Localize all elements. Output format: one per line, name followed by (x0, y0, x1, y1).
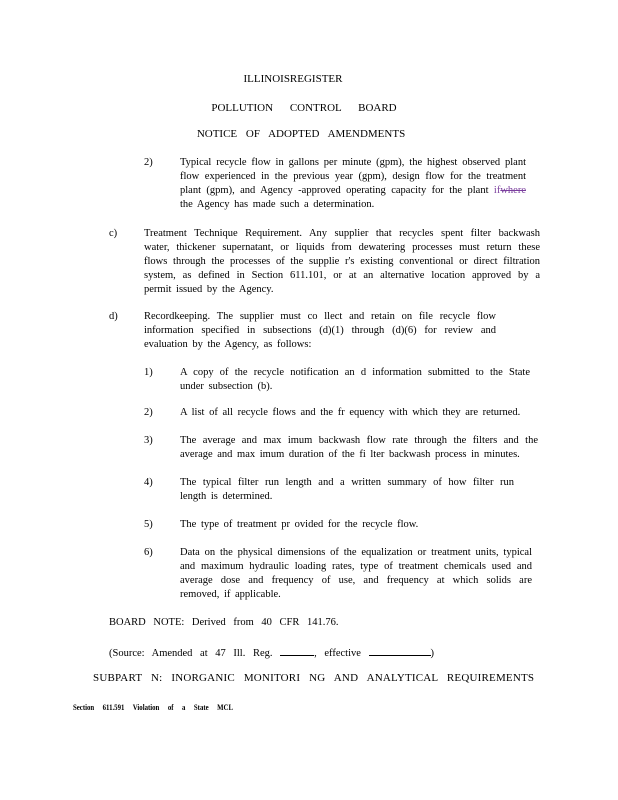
sub-item-1-label: 1) (144, 367, 153, 378)
item-d-text: Recordkeeping. The supplier must co llect and retain on file recycle flow information specified in subsections (d)(1) through (d)(6) for review and evaluation by the Agency, as follows: (144, 311, 496, 350)
item-c-label: c) (109, 228, 118, 239)
board-note: BOARD NOTE: Derived from 40 CFR 141.76. (109, 617, 339, 628)
item-2-label: 2) (144, 157, 153, 168)
sub-item-3-text: The average and max imum backwash flow rate through the filters and the average and max imum duration of the fi lter backwash process in minutes. (180, 435, 538, 460)
sub-item-4-text: The typical filter run length and a written summary of how filter run length is determined. (180, 477, 514, 502)
sub-item-5-text: The type of treatment pr ovided for the recycle flow. (180, 519, 419, 530)
sub-item-6-text: Data on the physical dimensions of the equalization or treatment units, typical and maximum hydraulic loading rates, type of treatment chemicals used and average dose and frequency of use, and frequency at which solids are removed, if applicable. (180, 547, 532, 600)
source-before: (Source: Amended at 47 Ill. Reg. (109, 648, 281, 659)
effective-date-blank (369, 645, 431, 656)
item-2-text-after: the Agency has made such a determination. (180, 199, 375, 210)
item-2-text-before: Typical recycle flow in gallons per minute (gpm), the highest observed plant flow experienced in the previous year (gpm), design flow for the treatment plant (gpm), and Agency -approved operating capacity for the plant (180, 157, 526, 196)
sub-item-4-label: 4) (144, 477, 153, 488)
item-d-label: d) (109, 311, 118, 322)
item-2-text (180, 156, 526, 212)
sub-item-3-label: 3) (144, 435, 153, 446)
subpart-heading: SUBPART N: INORGANIC MONITORI NG AND ANALYTICAL REQUIREMENTS (93, 672, 535, 684)
source-middle: , effective (314, 648, 369, 659)
sub-item-1-text: A copy of the recycle notification an d information submitted to the State under subsection (b). (180, 367, 530, 392)
board-title: POLLUTION CONTROL BOARD (211, 102, 397, 114)
sub-item-6-label: 6) (144, 547, 153, 558)
sub-item-2-text: A list of all recycle flows and the fr equency with which they are returned. (180, 407, 521, 418)
source-line (109, 645, 489, 661)
inserted-text: if (493, 185, 501, 196)
struck-text: where (500, 185, 526, 196)
notice-title: NOTICE OF ADOPTED AMENDMENTS (196, 128, 406, 140)
sub-item-5-label: 5) (144, 519, 153, 530)
register-title: ILLINOISREGISTER (243, 73, 343, 85)
source-after: ) (430, 648, 435, 659)
sub-item-2-label: 2) (144, 407, 153, 418)
item-c-text: Treatment Technique Requirement. Any supplier that recycles spent filter backwash water, thickener supernatant, or liquids from dewatering processes must return these flows through the processes of the supplie r's existing conventional or direct filtration system, as defined in Section 611.101, or at an alternative location approved by a permit issued by the Agency. (144, 228, 540, 295)
reg-blank (280, 645, 314, 656)
section-heading: Section 611.591 Violation of a State MCL (73, 703, 233, 712)
